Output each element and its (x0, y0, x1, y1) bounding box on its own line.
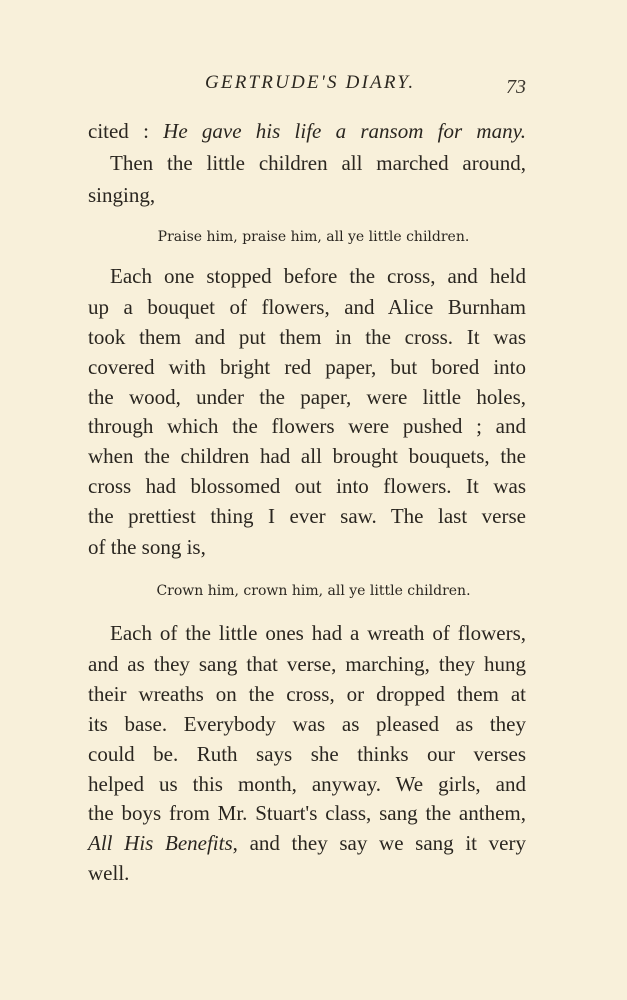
paragraph-3-line-8 (88, 833, 526, 854)
paragraph-3-line-1: Each of the little ones had a wreath of flowers, (110, 621, 526, 645)
paragraph-2-line-8: cross had blossomed out into flowers. It was (88, 474, 526, 498)
paragraph-3-line-3: their wreaths on the cross, or dropped them at (88, 682, 526, 706)
paragraph-2-line-3: took them and put them in the cross. It was (88, 325, 526, 349)
running-head (0, 72, 627, 102)
paragraph-2-line-1: Each one stopped before the cross, and held (110, 264, 526, 288)
paragraph-1-line-1 (88, 121, 526, 142)
anthem-title: All His Benefits (88, 831, 233, 855)
paragraph-2-line-9: the prettiest thing I ever saw. The last verse (88, 504, 526, 528)
running-title: GERTRUDE'S DIARY. (205, 72, 416, 93)
page-number: 73 (506, 76, 526, 98)
paragraph-2-line-10: of the song is, (88, 535, 206, 559)
paragraph-1-line-2: Then the little children all marched around, (110, 151, 526, 175)
paragraph-3-line-6: helped us this month, anyway. We girls, and (88, 772, 526, 796)
paragraph-3-line-4: its base. Everybody was as pleased as they (88, 712, 526, 736)
paragraph-3-line-5: could be. Ruth says she thinks our verses (88, 742, 526, 766)
paragraph-3-line-2: and as they sang that verse, marching, they hung (88, 652, 526, 676)
paragraph-1-line-3: singing, (88, 183, 156, 207)
paragraph-2-line-2: up a bouquet of flowers, and Alice Burnham (88, 295, 526, 319)
line-1-start: cited : (88, 119, 164, 143)
paragraph-2-line-5: the wood, under the paper, were little holes, (88, 385, 526, 409)
paragraph-2-line-4: covered with bright red paper, but bored into (88, 355, 526, 379)
line-8-rest: , and they say we sang it very (232, 831, 526, 855)
paragraph-3-line-9: well. (88, 861, 130, 885)
verse-line-1: Praise him, praise him, all ye little children. (157, 229, 470, 245)
verse-line-2: Crown him, crown him, all ye little children. (156, 583, 471, 599)
paragraph-3-line-7: the boys from Mr. Stuart's class, sang the anthem, (88, 801, 526, 825)
paragraph-2-line-6: through which the flowers were pushed ; and (88, 414, 526, 438)
paragraph-2-line-7: when the children had all brought bouquets, the (88, 444, 526, 468)
quoted-verse: He gave his life a ransom for many. (163, 119, 526, 143)
